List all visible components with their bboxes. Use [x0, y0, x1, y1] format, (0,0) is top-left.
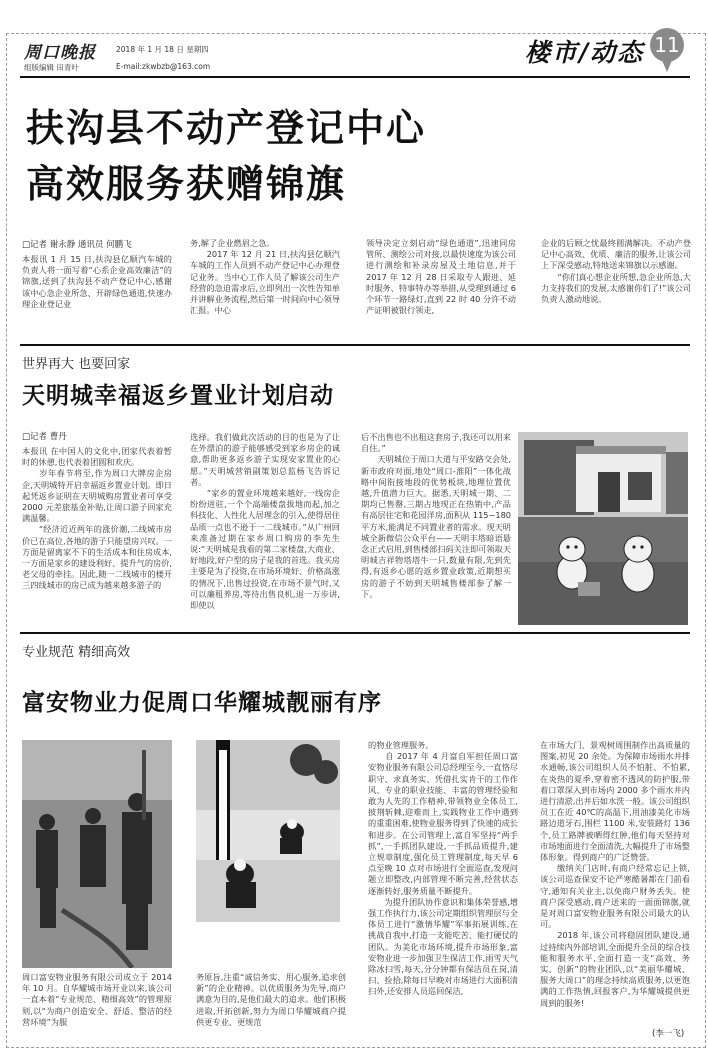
story2-column-1: 本报讯 在中国人的文化中,团家代表着暂时的休憩,也代表着团圆和欢庆。 岁年春节将至,作为周口大牌房企房企,天明城特开启幸福返乡置业计划。即日起凭返乡证明在天明城购房置业者可享受 2000 元差旅基金补贴,让周口游子回家充满温馨。 “经济近近两年的涨价潮,二线城市房价已在高位,各地的游子只能望房兴叹。一方面是留离家不下的生活成本和住房成本,一方面是家乡的建设利好、提升气的房价,老父母的牵挂。因此,随一二线城市的楼开三四线城市的房已成为越来越多游子的	[22, 446, 172, 591]
masthead-rule	[20, 76, 690, 78]
story3-headline: 富安物业力促周口华耀城靓丽有序	[22, 690, 382, 716]
story1-headline	[26, 100, 426, 212]
story1-column-1: 本报讯 1 月 15 日,扶沟县亿顺汽车城的负责人将一面写着“心系企业高效廉洁”的锦旗,送到了扶沟县不动产登记中心,感谢该中心急企业所急、开辟绿色通道,快速办理企业登记业	[22, 254, 172, 309]
story2-headline: 天明城幸福返乡置业计划启动	[22, 383, 334, 409]
story1-headline-line1: 扶沟县不动产登记中心	[26, 105, 427, 150]
issue-date: 2018 年 1 月 18 日 星期四	[116, 45, 209, 54]
story3-column-3: 的物业管理服务。 自 2017 年 4 月富自军担任周口富安物业服务有限公司总经理至今,一直恪尽职守、求真务实、凭借扎实肯干的工作作风、专业的职业技能、丰富的管理经验和敢为人先的工作精神,带领物业全体员工,披荆斩棘,迎难而上,实践物业工作中遇到的重重困难,使物业服务得到了快速的成长和进步。在公司管理上,富自军坚持“两手抓”,一手抓团队建设,一手抓品质提升,建立规章制度,强化员工管理制度,每天早 6 点至晚 10 点对市场进行全面巡查,发现问题立即整改,内部管理不断完善,经营状态逐渐转好,服务质量不断提升。 为提升团队协作意识和集体荣誉感,增强工作执行力,该公司定期组织管理层与全体员工进行“激情华耀”军事拓展训练,在挑战自我中,打造一支能吃苦、能打硬仗的团队。为美化市场环境,提升市场形象,富安物业进一步加强卫生保洁工作,雨雪天气除冰扫雪,每天,分分钟都有保洁员在岗,清扫、捡拾,除每日早晚对市场进行大面积清扫外,还安排人员巡回保洁,	[368, 740, 518, 997]
story3-kicker: 专业规范 精细高效	[22, 645, 131, 660]
story3-column-4: 在市场大门、景观树周围制作出高质量的图案,初见 20 余处。为保障市场雨水井排水通畅,该公司组织人员不怕脏、不怕累,在炎热的夏季,穿着密不透风的防护服,带着口罩深入到市场内 2000 多个雨水井内进行清淤,出井后如水洗一般。该公司组织员工在近 40℃的高温下,用油漆美化市场路边道牙石,围栏 1100 米,安装路灯 136 个,员工路牌被晒得红肿,他们每天坚持对市场地面进行全面清洗,大幅提升了市场整体形象。得到商户的广泛赞誉。 缴纳关门店时,有商户经常忘记上锁,该公司巡查保安不论严寒酷暑都在门前看守,通知有关业主,以免商户财务丢失。使商户深受感动,商户送来的一面面锦旗,就是对周口富安物业服务有限公司最大的认可。 2018 年,该公司将稳固团队建设,通过持续内外部培训,全面提升全员的综合技能和服务水平,全面打造一支“高效、务实、创新”的物业团队,以“美丽华耀城、服务大周口”的理念持续高质服务,以更饱满的工作热情,回报客户,为华耀城提供更周到的服务!	[540, 740, 690, 1008]
newspaper-logo: 周口晚报	[24, 43, 96, 63]
layout-editor: 组版编辑 田青叶	[24, 63, 79, 72]
story1-divider	[20, 344, 690, 346]
story1-column-4: 企业的后顾之忧最终圆满解决。不动产登记中心高效、优质、廉洁的服务,让该公司上下深受感动,特地送来锦旗以示感谢。 “你们真心想企业所想,急企业所急,大力支持我们的发展,太感谢你们了!”该公司负责人激动地说。	[541, 238, 691, 305]
story2-column-2: 选择。我们做此次活动的目的也是为了让在外漂泊的游子能够感受到家乡房企的诚意,帮助更多返乡游子实现安家置业的心愿。”天明城营销副策划总监杨飞告诉记者。 “家乡的置业环境越来越好,一线房企纷纷进驻,一个个高端楼盘拔地而起,加之科技化、人性化人居理念的引入,使得居住品质一点也不逊于一二线城市。”从广州回来准备过期在家乡周口购房的李先生说:“天明城是我看的第二家楼盘,大商业、好地段,好户型的房子是我的首选。我买房主要是为了投资,在市场环境好、价格高涨的情况下,出售过投资,在市场不景气时,又可以廉租养房,等待出售良机,退一万步讲,即使以	[190, 432, 340, 611]
story3-column-2: 务原旨,注重“诚信务实、用心服务,追求创新”的企业精神。以优质服务为先导,商户满意为目的,是他们最大的追求。他们积极进取,开拓创新,努力为周口华耀城商户提供更专业、更规范	[196, 972, 346, 1027]
story2-divider	[20, 632, 690, 634]
story3-photo-workers-drain	[22, 740, 172, 968]
section-title: 楼市/动态	[524, 38, 644, 67]
story1-column-2: 务,解了企业燃眉之急。 2017 年 12 月 21 日,扶沟县亿顺汽车城的工作人员到不动产登记中心办理登记业务。当中心工作人员了解该公司生产经营的急迫需求后,立即列出一次性告知单并讲解业务流程,然后第一时间向中心领导汇报。中心	[190, 238, 340, 316]
story2-photo-model-home	[518, 432, 688, 625]
contact-email: E-mail:zkwbzb@163.com	[116, 62, 211, 71]
story1-headline-line2: 高效服务获赠锦旗	[26, 161, 347, 206]
story1-column-3: 领导决定立刻启动“绿色通道”,迅速同房管所、测绘公司对接,以最快速度为该公司进行测绘和补录房屋及土地信息,并于 2017 年 12 月 28 日采取专人跟进、延时服务、特事特办等举措,从受理到通过 6 个环节一路绿灯,直到 22 时 40 分许不动产证明被银行领走,	[366, 238, 516, 316]
story2-kicker: 世界再大 也要回家	[22, 357, 131, 372]
story3-signoff: (李一飞)	[652, 1029, 685, 1039]
story3-photo-workers-painting	[196, 740, 340, 922]
story1-byline: □记者 谢永静 通讯员 何鹏飞	[22, 240, 132, 250]
page-number-badge: 11	[650, 28, 684, 62]
story2-byline: □记者 曹丹	[22, 432, 67, 442]
story2-column-3: 后不出售也不出租这套房子,我还可以用来自住。” 天明城位于周口大道与平安路交会处,新市政府对面,地处“周口-淮阳”一体化战略中间衔接地段的优势板块,地理位置优越,升值潜力巨大。据悉,天明城一期、二期均已售罄,三期占地现正在热销中,产品有高层住宅和花园洋房,面积从 115~180 平方米,能满足不同置业者的需求。现天明城全新微信公众平台——天明丰塔暗语悬念正式启用,到售楼部扫码关注即可领取天明城吉祥物塔塔牛一只,数量有限,先到先得,有返乡心愿的返乡置业政策,近期想买房的游子不妨到天明城售楼部参了解一下。	[361, 432, 511, 599]
story3-column-1: 周口富安物业服务有限公司成立于 2014 年 10 月。自华耀城市场开业以来,该公司一直本着“专业规范、精细高效”的管理原则,以“为商户创造安全、舒适、整洁的经营环境”为服	[22, 972, 172, 1027]
